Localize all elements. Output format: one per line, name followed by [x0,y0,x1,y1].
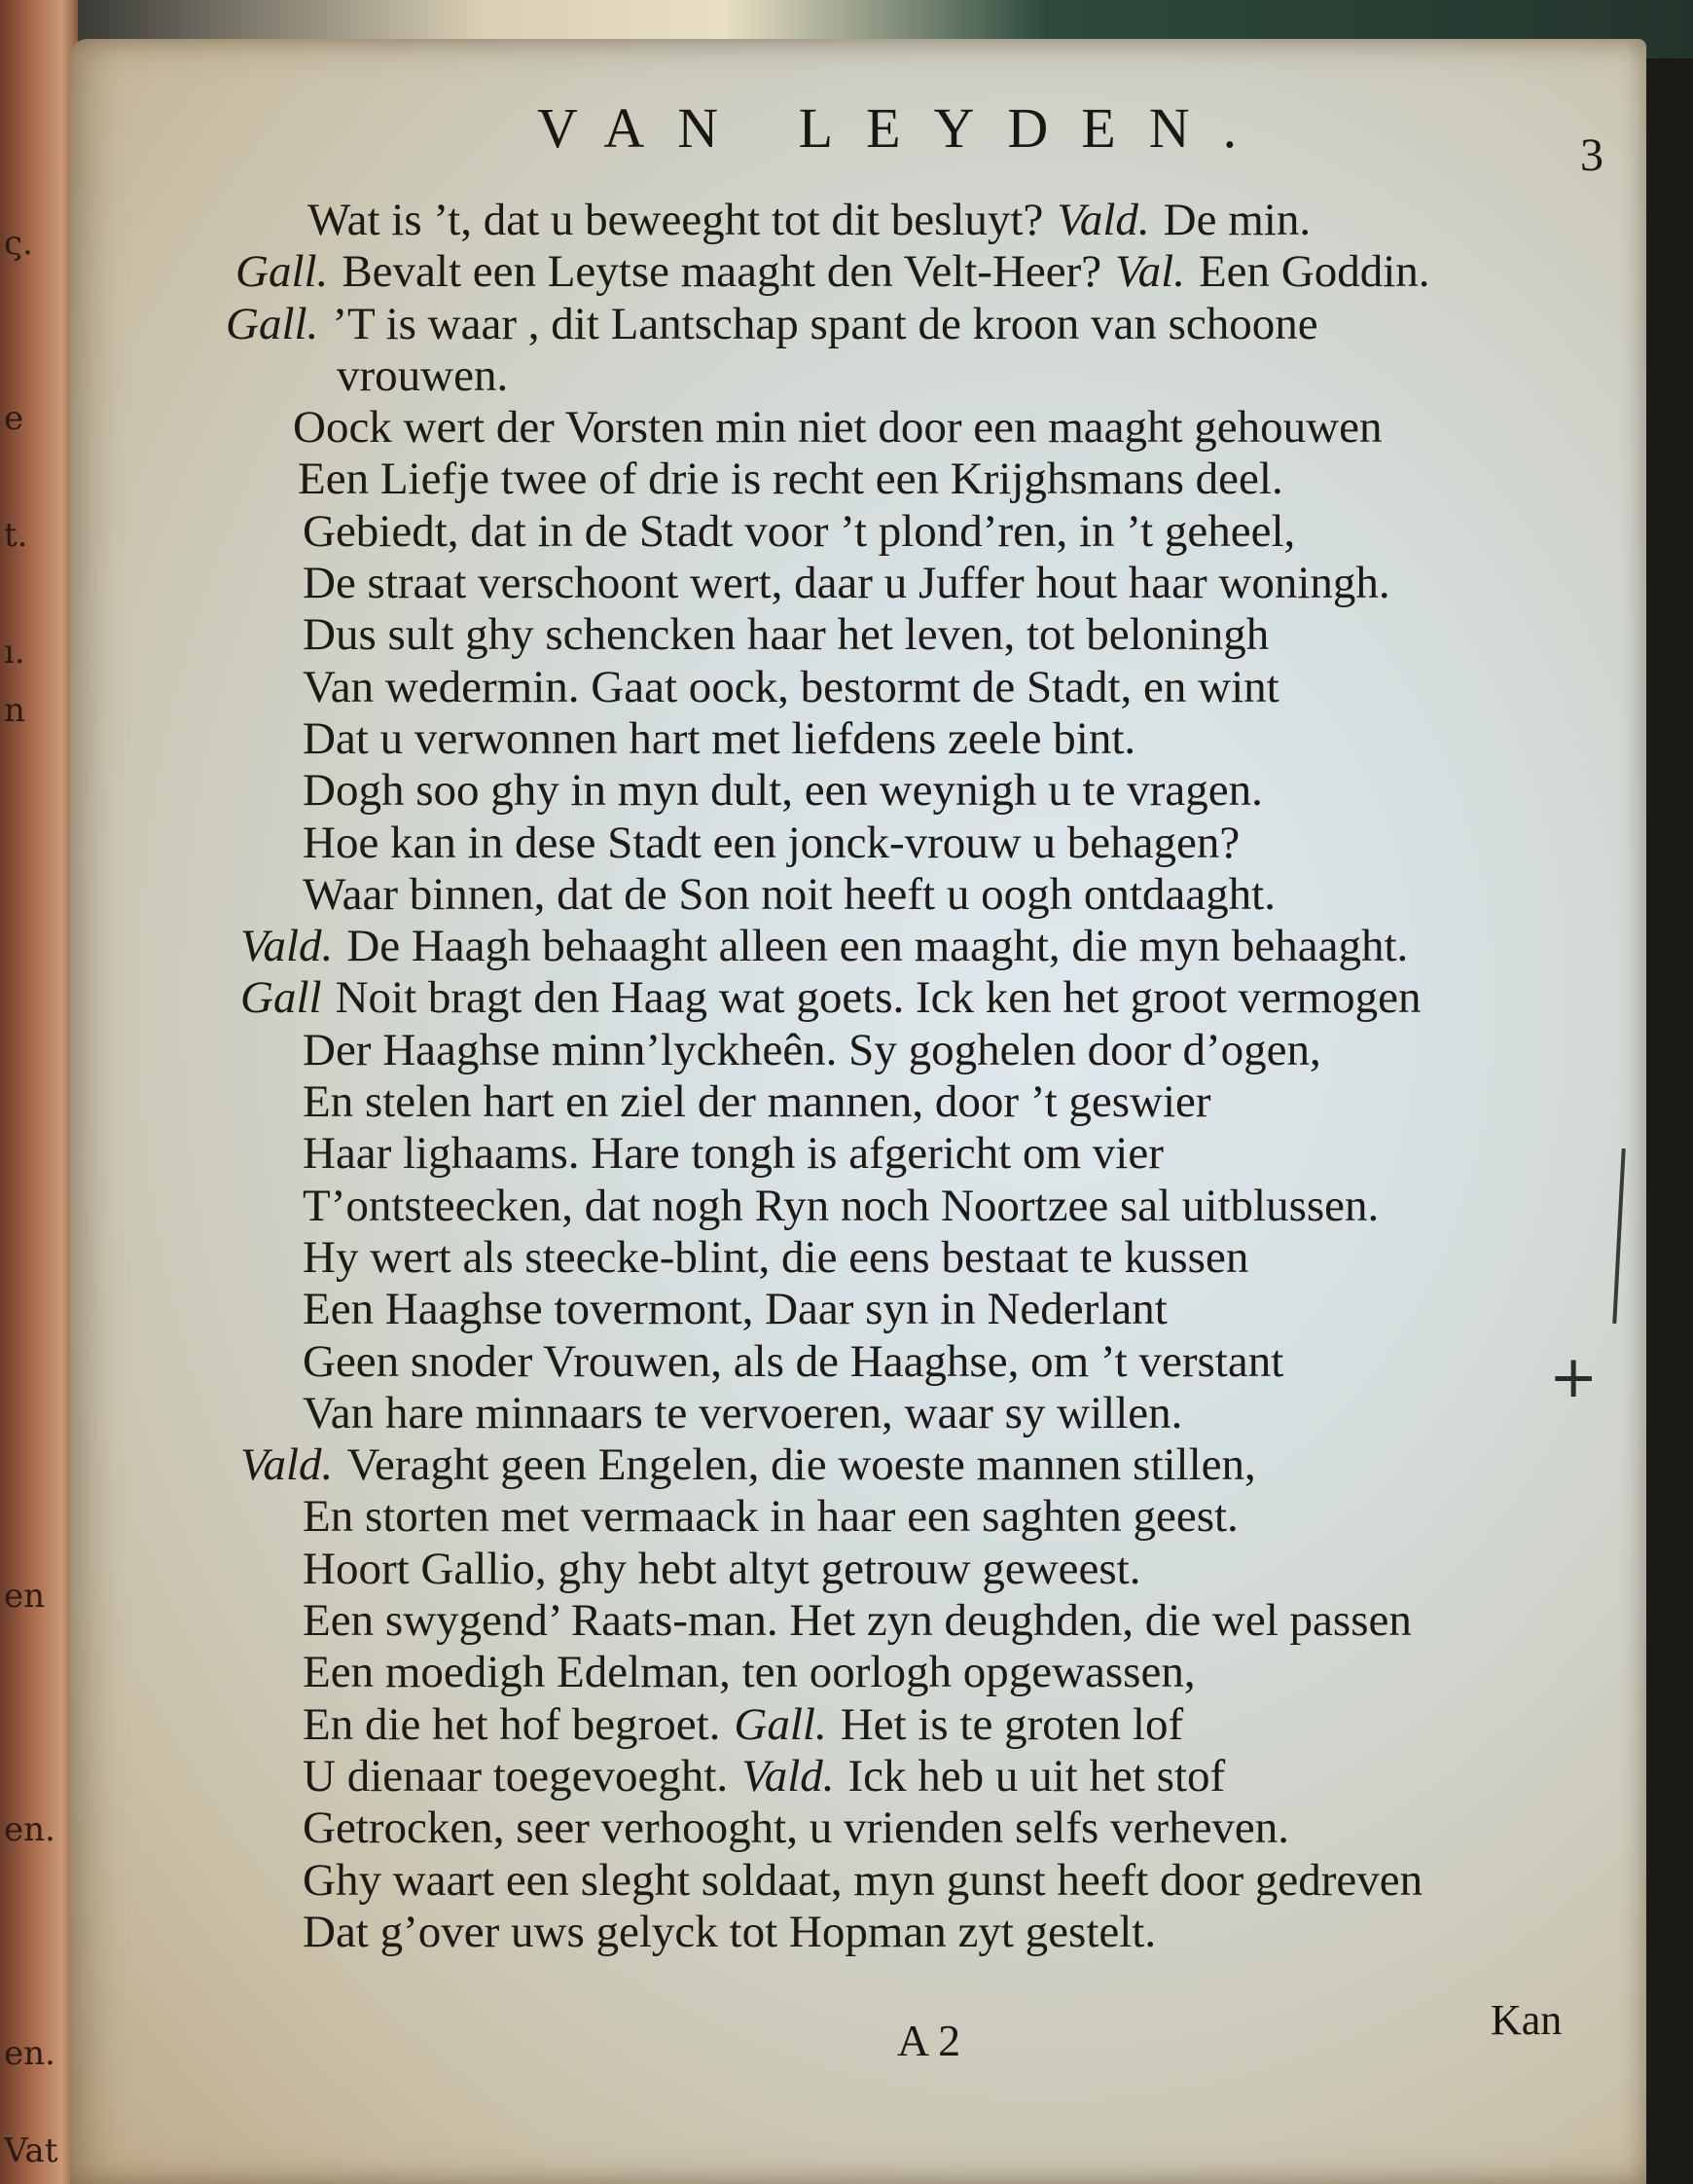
left-page-fragment: en. [4,1810,55,1849]
margin-annotation-mark: + [1549,1343,1599,1411]
line-text: Hoe kan in dese Stadt een jonck-vrouw u behagen? [303,817,1241,868]
line-text: Ick heb u uit het stof [847,1750,1226,1802]
left-page-fragment: ς. [4,224,33,263]
text-line [70,713,1627,765]
line-text: De min. [1163,195,1312,245]
line-text: Bevalt een Leytse maaght den Velt-Heer? [342,246,1102,298]
speaker-label: Val. [1115,246,1185,298]
text-line [70,921,1627,972]
speaker-label: Gall. [734,1698,827,1750]
text-line [70,506,1627,558]
line-text: De straat verschoont wert, daar u Juffer hout haar woningh. [303,558,1390,609]
line-text: Een Liefje twee of drie is recht een Krijghsmans deel. [298,454,1283,505]
line-text: Hoort Gallio, ghy hebt altyt getrouw geweest. [303,1543,1141,1594]
line-text: Een Goddin. [1198,246,1430,298]
line-text: Dogh soo ghy in myn dult, een weynigh u te vragen. [303,765,1263,817]
text-line [70,818,1627,869]
line-text: Der Haaghse minn’lyckheên. Sy goghelen door d’ogen, [303,1024,1321,1075]
line-text: U dienaar toegevoeght. [303,1750,729,1802]
line-text: Dat g’over uws gelyck tot Hopman zyt gestelt. [303,1906,1157,1957]
text-line [70,1907,1627,1958]
text-line [70,195,1627,246]
text-line [70,1802,1627,1854]
text-line [70,1336,1627,1388]
left-page-fragment: n [4,691,25,730]
book-page [70,39,1646,2184]
text-line [70,350,1627,402]
text-line [70,765,1627,817]
line-text: Ghy waart een sleght soldaat, myn gunst heeft door gedreven [303,1854,1423,1906]
running-head: VAN LEYDEN. [537,96,1271,160]
text-line [70,662,1627,713]
line-text: Haar lighaams. Hare tongh is afgericht om vier [303,1128,1164,1180]
line-text: Een Haaghse tovermont, Daar syn in Nederlant [303,1284,1168,1335]
signature-mark: A 2 [897,2016,961,2065]
left-page-fragment: en. [4,2034,55,2073]
line-text: Noit bragt den Haag wat goets. Ick ken het groot vermogen [335,972,1422,1024]
text-line [70,1284,1627,1335]
text-line [70,1439,1627,1491]
text-line [70,1751,1627,1802]
catchword: Kan [1491,1996,1563,2044]
text-line [70,1491,1627,1543]
speaker-label: Vald. [240,1439,334,1491]
line-text: Gebiedt, dat in de Stadt voor ’t plond’ren, in ’t geheel, [303,505,1296,557]
left-page-fragment: t. [4,516,28,555]
text-line [70,402,1627,454]
text-line [70,1595,1627,1647]
previous-page-edge [0,0,78,2184]
line-text: Dat u verwonnen hart met liefdens zeele bint. [303,712,1136,764]
line-text: Geen snoder Vrouwen, als de Haaghse, om ’t verstant [303,1335,1284,1387]
text-line [70,1388,1627,1439]
speaker-label: Vald. [741,1750,835,1802]
text-line [70,609,1627,661]
speaker-label: Gall. [235,246,329,298]
line-text: Dus sult ghy schencken haar het leven, tot beloningh [303,609,1270,661]
line-text: Wat is ’t, dat u beweeght tot dit besluyt? [307,195,1044,245]
text-line [70,1647,1627,1698]
line-text: Van wedermin. Gaat oock, bestormt de Stadt, en wint [303,661,1279,712]
line-text: De Haagh behaaght alleen een maaght, die myn behaaght. [346,921,1409,972]
text-line [70,1076,1627,1128]
text-line [70,299,1627,350]
text-line [70,1699,1627,1751]
text-line [70,558,1627,609]
text-line [70,1128,1627,1180]
line-text: Waar binnen, dat de Son noit heeft u oogh ontdaaght. [303,868,1276,920]
line-text: ’T is waar , dit Lantschap spant de kroon van schoone [332,298,1318,349]
text-block [70,195,1627,1958]
line-text: En storten met vermaack in haar een saghten geest. [303,1491,1239,1543]
line-text: Hy wert als steecke-blint, die eens bestaat te kussen [303,1231,1249,1283]
speaker-label: Gall [240,972,322,1024]
speaker-label: Gall. [226,298,319,349]
line-text: T’ontsteecken, dat nogh Ryn noch Noortzee sal uitblussen. [303,1180,1380,1231]
line-text: En die het hof begroet. [303,1698,721,1750]
line-text: Een moedigh Edelman, ten oorlogh opgewassen, [303,1647,1196,1698]
line-text: Getrocken, seer verhooght, u vrienden selfs verheven. [303,1802,1290,1854]
text-line [70,972,1627,1024]
text-line [70,1855,1627,1907]
left-page-fragment: Vat [4,2131,58,2170]
line-text: vrouwen. [337,349,509,401]
left-page-fragment: e [4,399,24,438]
page-number: 3 [1580,129,1603,181]
line-text: Een swygend’ Raats-man. Het zyn deughden, die wel passen [303,1595,1412,1647]
line-text: En stelen hart en ziel der mannen, door ’t geswier [303,1076,1211,1128]
speaker-label: Vald. [1057,195,1150,245]
speaker-label: Vald. [240,921,334,972]
line-text: Van hare minnaars te vervoeren, waar sy willen. [303,1387,1183,1438]
text-line [70,1025,1627,1076]
left-page-fragment: en [4,1577,46,1616]
line-text: Oock wert der Vorsten min niet door een maaght gehouwen [293,402,1383,454]
text-line [70,1232,1627,1284]
line-text: Veraght geen Engelen, die woeste mannen stillen, [346,1439,1256,1491]
text-line [70,869,1627,921]
text-line [70,454,1627,505]
line-text: Het is te groten lof [840,1698,1184,1750]
text-line [70,1181,1627,1232]
left-page-fragment: ı. [4,633,25,672]
text-line [70,246,1627,298]
text-line [70,1544,1627,1595]
